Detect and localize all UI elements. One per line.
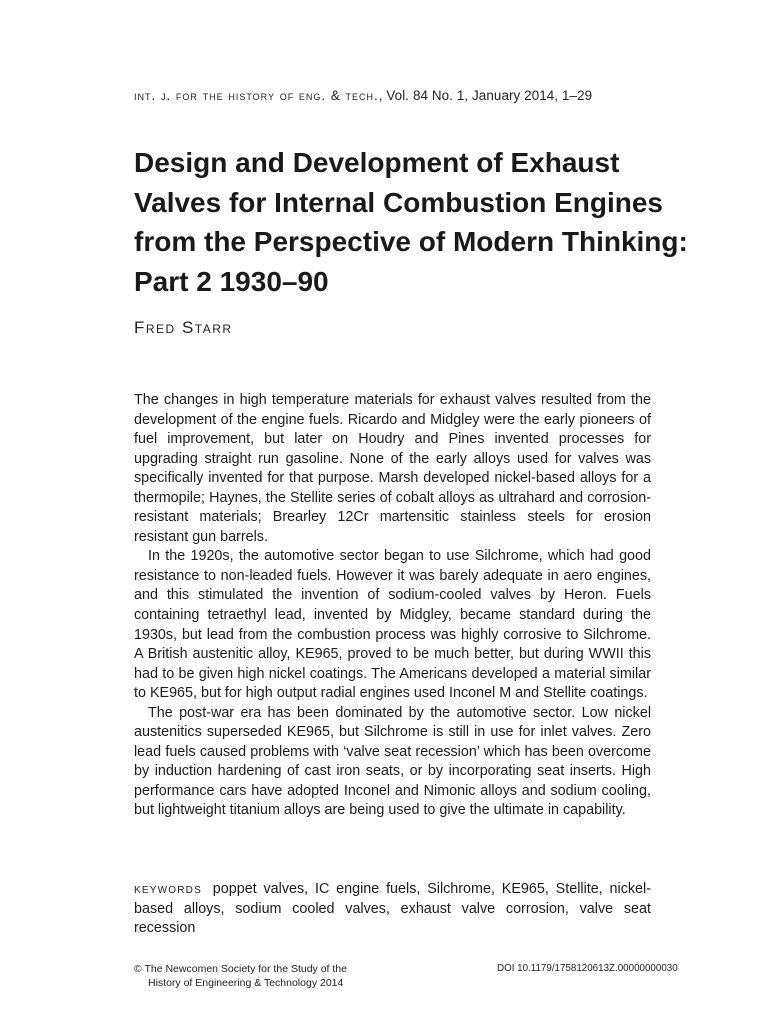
- keywords-label: keywords: [134, 881, 202, 897]
- abstract-paragraph-3: The post-war era has been dominated by the automotive sector. Low nickel austenitics superseded KE965, but Silchrome is still in use for inlet valves. Zero lead fuels caused problems with ‘valve seat recession’ which has been overcome by induction hardening of cast iron seats, or by incorporating seat inserts. High performance cars have adopted Inconel and Nimonic alloys and sodium cooling, but lightweight titanium alloys are being used to give the ultimate in capability.: [134, 704, 651, 819]
- keywords-text: poppet valves, IC engine fuels, Silchrome, KE965, Stellite, nickel-based alloys, sodium cooled valves, exhaust valve corrosion, valve seat recession: [134, 881, 651, 937]
- article-author: Fred Starr: [134, 318, 233, 337]
- keywords-block: [134, 880, 651, 939]
- abstract-paragraph-2: In the 1920s, the automotive sector began to use Silchrome, which had good resistance to non-leaded fuels. However it was barely adequate in aero engines, and this stimulated the invention of sodium-cooled valves by Heron. Fuels containing tetraethyl lead, invented by Midgley, became standard during the 1930s, but lead from the combustion process was highly corrosive to Silchrome. A British austenitic alloy, KE965, proved to be much better, but during WWII this had to be given high nickel coatings. The Americans developed a material similar to KE965, but for high output radial engines used Inconel M and Stellite coatings.: [134, 548, 651, 702]
- running-head: [134, 88, 694, 103]
- article-title: Design and Development of Exhaust Valves for Internal Combustion Engines from the Perspective of Modern Thinking: Part 2 1930–90: [134, 147, 688, 297]
- abstract-paragraph-1: The changes in high temperature materials for exhaust valves resulted from the development of the engine fuels. Ricardo and Midgley were the early pioneers of fuel improvement, but later on Houdry and Pines invented processes for upgrading straight run gasoline. None of the early alloys used for valves was specifically invented for that purpose. Marsh developed nickel-based alloys for a thermopile; Haynes, the Stellite series of cobalt alloys as ultrahard and corrosion-resistant materials; Brearley 12Cr martensitic stainless steels for erosion resistant gun barrels.: [134, 392, 651, 545]
- journal-citation: , Vol. 84 No. 1, January 2014, 1–29: [378, 88, 593, 103]
- copyright-line-1: © The Newcomen Society for the Study of the: [134, 963, 347, 975]
- abstract: [134, 391, 651, 821]
- doi-link[interactable]: DOI 10.1179/1758120613Z.00000000030: [497, 963, 678, 974]
- copyright-line-2: History of Engineering & Technology 2014: [148, 977, 344, 989]
- journal-name: int. j. for the history of eng. & tech.: [134, 88, 379, 103]
- copyright-notice: [134, 962, 434, 990]
